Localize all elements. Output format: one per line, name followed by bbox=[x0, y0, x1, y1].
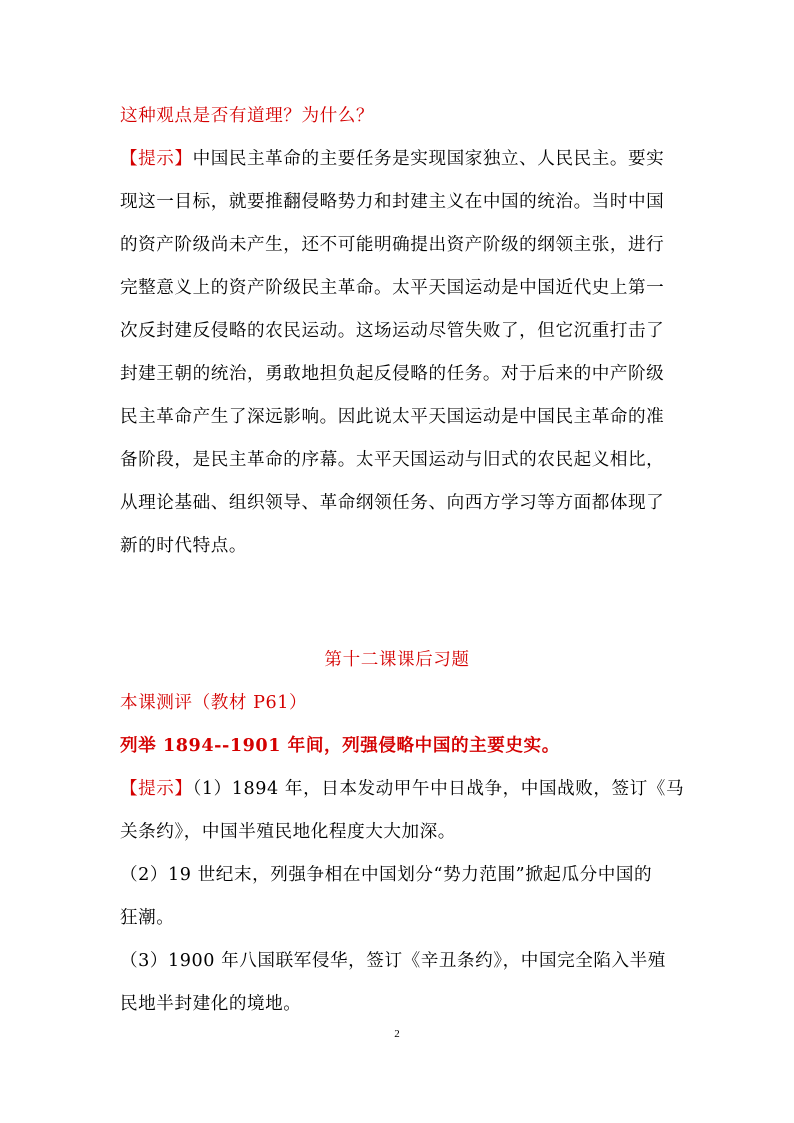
page-number: 2 bbox=[394, 1028, 400, 1040]
answer-2-line-3: （2）19 世纪末，列强争相在中国划分“势力范围”掀起瓜分中国的 bbox=[120, 865, 653, 885]
question-1: 这种观点是否有道理？为什么？ bbox=[120, 106, 375, 126]
answer-1-line-1 bbox=[120, 149, 680, 169]
answer-2-line-1 bbox=[120, 779, 685, 799]
answer-2-text: （1）1894 年，日本发动甲午中日战争，中国战败，签订《马 bbox=[192, 779, 685, 799]
question-2: 列举 1894--1901 年间，列强侵略中国的主要史实。 bbox=[120, 735, 560, 756]
answer-1-line-9: 从理论基础、组织领导、革命纲领任务、向西方学习等方面都体现了 bbox=[120, 493, 665, 513]
answer-1-line-4: 完整意义上的资产阶级民主革命。太平天国运动是中国近代史上第一 bbox=[120, 278, 665, 298]
answer-2-line-2: 关条约》，中国半殖民地化程度大大加深。 bbox=[120, 822, 456, 842]
answer-1-line-8: 备阶段，是民主革命的序幕。太平天国运动与旧式的农民起义相比， bbox=[120, 450, 665, 470]
answer-1-line-7: 民主革命产生了深远影响。因此说太平天国运动是中国民主革命的准 bbox=[120, 407, 665, 427]
section-title: 第十二课课后习题 bbox=[324, 650, 470, 670]
answer-1-line-3: 的资产阶级尚未产生，还不可能明确提出资产阶级的纲领主张，进行 bbox=[120, 235, 665, 255]
answer-1-text: 中国民主革命的主要任务是实现国家独立、人民民主。要实 bbox=[192, 149, 665, 169]
answer-1-line-6: 封建王朝的统治，勇敢地担负起反侵略的任务。对于后来的中产阶级 bbox=[120, 364, 665, 384]
answer-2-line-6: 民地半封建化的境地。 bbox=[120, 994, 302, 1014]
answer-2-line-4: 狂潮。 bbox=[120, 908, 175, 928]
answer-1-line-10: 新的时代特点。 bbox=[120, 536, 248, 556]
answer-2-line-5: （3）1900 年八国联军侵华，签订《辛丑条约》，中国完全陷入半殖 bbox=[120, 951, 666, 971]
answer-1-line-2: 现这一目标，就要推翻侵略势力和封建主义在中国的统治。当时中国 bbox=[120, 192, 665, 212]
section-subtitle: 本课测评（教材 P61） bbox=[120, 693, 308, 713]
hint-label: 【提示】 bbox=[120, 779, 193, 799]
hint-label: 【提示】 bbox=[120, 149, 193, 169]
answer-1-line-5: 次反封建反侵略的农民运动。这场运动尽管失败了，但它沉重打击了 bbox=[120, 321, 665, 341]
